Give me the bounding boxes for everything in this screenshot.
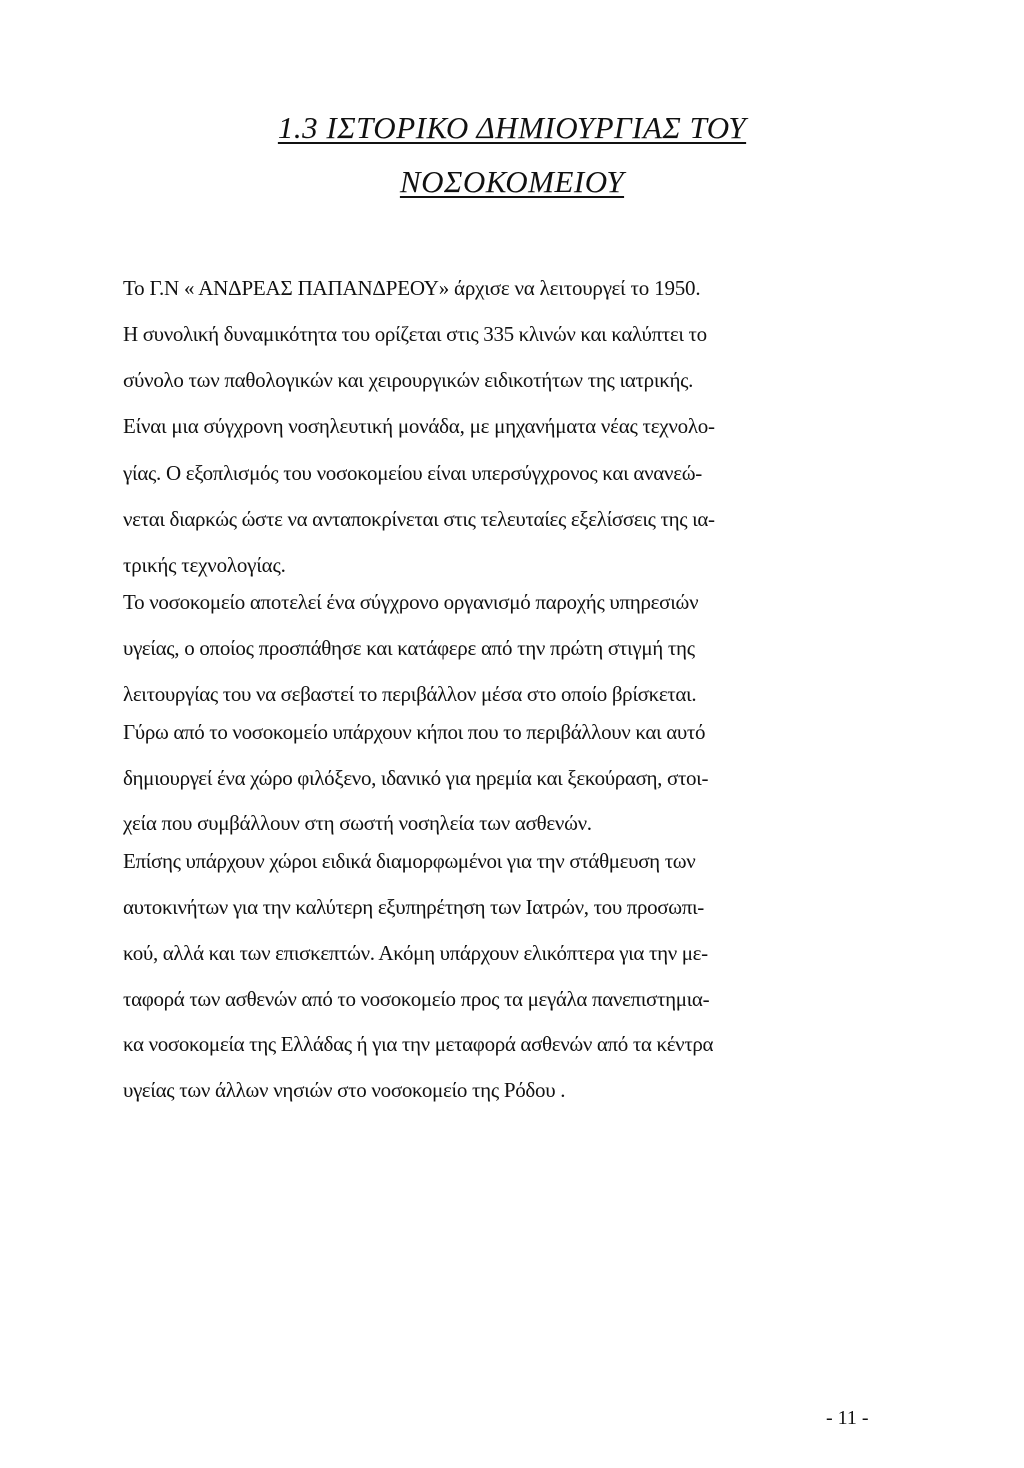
text-line: Το Γ.Ν « ΑΝΔΡΕΑΣ ΠΑΠΑΝΔΡΕΟΥ» άρχισε να λειτουργεί το 1950. bbox=[123, 276, 701, 300]
section-heading-line-1: 1.3 ΙΣΤΟΡΙΚΟ ΔΗΜΙΟΥΡΓΙΑΣ ΤΟΥ bbox=[277, 110, 747, 145]
section-heading-line-2: ΝΟΣΟΚΟΜΕΙΟΥ bbox=[399, 164, 625, 199]
text-line: χεία που συμβάλλουν στη σωστή νοσηλεία των ασθενών. bbox=[123, 811, 592, 835]
text-line: ταφορά των ασθενών από το νοσοκομείο προς τα μεγάλα πανεπιστημια- bbox=[123, 987, 710, 1011]
text-line: Είναι μια σύγχρονη νοσηλευτική μονάδα, με μηχανήματα νέας τεχνολο- bbox=[123, 414, 715, 438]
text-line: υγείας, ο οποίος προσπάθησε και κατάφερε από την πρώτη στιγμή της bbox=[123, 636, 695, 660]
text-line: αυτοκινήτων για την καλύτερη εξυπηρέτηση των Ιατρών, του προσωπι- bbox=[123, 895, 704, 919]
text-line: Επίσης υπάρχουν χώροι ειδικά διαμορφωμένοι για την στάθμευση των bbox=[123, 849, 696, 873]
text-line: γίας. Ο εξοπλισμός του νοσοκομείου είναι υπερσύγχρονος και ανανεώ- bbox=[123, 461, 702, 485]
text-line: λειτουργίας του να σεβαστεί το περιβάλλον μέσα στο οποίο βρίσκεται. bbox=[123, 682, 697, 706]
text-line: κού, αλλά και των επισκεπτών. Ακόμη υπάρχουν ελικόπτερα για την με- bbox=[123, 941, 708, 965]
text-line: κα νοσοκομεία της Ελλάδας ή για την μεταφορά ασθενών από τα κέντρα bbox=[123, 1032, 714, 1056]
text-line: νεται διαρκώς ώστε να ανταποκρίνεται στις τελευταίες εξελίσσεις της ια- bbox=[123, 507, 715, 531]
text-line: Το νοσοκομείο αποτελεί ένα σύγχρονο οργανισμό παροχής υπηρεσιών bbox=[123, 590, 699, 614]
text-line: σύνολο των παθολογικών και χειρουργικών ειδικοτήτων της ιατρικής. bbox=[123, 368, 694, 392]
text-line: Γύρω από το νοσοκομείο υπάρχουν κήποι που το περιβάλλουν και αυτό bbox=[123, 720, 706, 744]
page-number: - 11 - bbox=[826, 1407, 869, 1429]
text-line: δημιουργεί ένα χώρο φιλόξενο, ιδανικό για ηρεμία και ξεκούραση, στοι- bbox=[123, 766, 709, 790]
text-line: Η συνολική δυναμικότητα του ορίζεται στις 335 κλινών και καλύπτει το bbox=[123, 322, 707, 346]
text-line: υγείας των άλλων νησιών στο νοσοκομείο της Ρόδου . bbox=[123, 1078, 566, 1102]
text-line: τρικής τεχνολογίας. bbox=[123, 553, 286, 577]
